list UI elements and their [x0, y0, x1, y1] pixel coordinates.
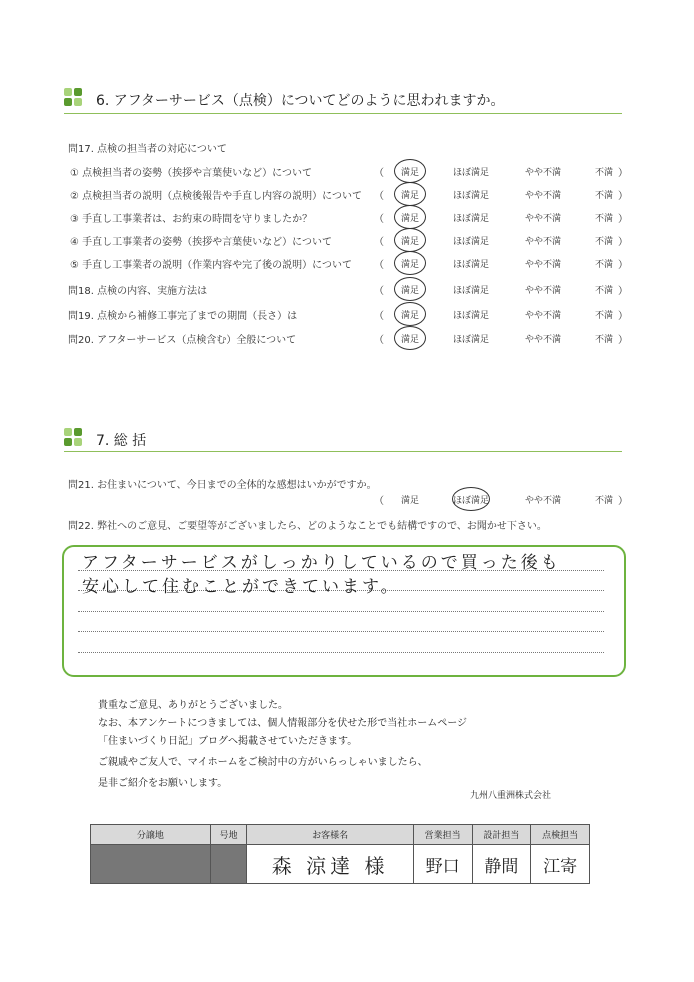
q17-item-5-option-0[interactable]: 満足	[400, 260, 419, 270]
q17-item-4-paren-close: ）	[618, 237, 628, 248]
q17-item-4-option-2[interactable]: やや不満	[524, 237, 561, 247]
q21-paren-close: ）	[618, 496, 628, 507]
q21-option-3[interactable]: 不満	[594, 496, 613, 506]
q17-title: 問17. 点検の担当者の対応について	[68, 144, 227, 155]
q20-option-0[interactable]: 満足	[400, 335, 419, 345]
q18-option-2[interactable]: やや不満	[524, 286, 561, 296]
q17-item-3-paren-close: ）	[618, 214, 628, 225]
q18-paren-close: ）	[618, 286, 628, 297]
q19-option-3[interactable]: 不満	[594, 311, 613, 321]
q17-item-1-selected-circle	[394, 159, 426, 183]
q17-item-3-option-3[interactable]: 不満	[594, 214, 613, 224]
q18-paren-open: （	[374, 286, 384, 297]
q18-label: 問18. 点検の内容、実施方法は	[68, 286, 208, 297]
q17-item-1-option-1[interactable]: ほぼ満足	[452, 168, 489, 178]
q17-item-1-option-3[interactable]: 不満	[594, 168, 613, 178]
q17-item-5-selected-circle	[394, 251, 426, 275]
q19-selected-circle	[394, 302, 426, 326]
q17-item-1-option-2[interactable]: やや不満	[524, 168, 561, 178]
header-inspection: 点検担当	[531, 825, 590, 845]
q18-option-0[interactable]: 満足	[400, 286, 419, 296]
q20-paren-open: （	[374, 335, 384, 346]
q17-item-2-selected-circle	[394, 182, 426, 206]
clover-icon	[64, 88, 84, 108]
section7-title: 7. 総 括	[96, 433, 147, 449]
header-lot-number: 号地	[210, 825, 247, 845]
customer-info-table	[90, 824, 590, 884]
q17-item-2-option-2[interactable]: やや不満	[524, 191, 561, 201]
q17-item-1-option-0[interactable]: 満足	[400, 168, 419, 178]
q17-item-3-label: ③ 手直し工事業者は、お約束の時間を守りましたか？	[70, 214, 313, 225]
q21-paren-open: （	[374, 496, 384, 507]
q17-item-2-paren-open: （	[374, 191, 384, 202]
design-staff: 静間	[472, 845, 531, 884]
q17-item-2-label: ② 点検担当者の説明（点検後報告や手直し内容の説明）について	[70, 191, 362, 202]
company-name: 九州八重洲株式会社	[470, 791, 552, 801]
q17-item-5-paren-open: （	[374, 260, 384, 271]
header-design: 設計担当	[472, 825, 531, 845]
q17-item-4-option-1[interactable]: ほぼ満足	[452, 237, 489, 247]
q17-item-5-option-1[interactable]: ほぼ満足	[452, 260, 489, 270]
q17-item-4-option-3[interactable]: 不満	[594, 237, 613, 247]
q19-paren-open: （	[374, 311, 384, 322]
q17-item-2-option-0[interactable]: 満足	[400, 191, 419, 201]
sales-staff: 野口	[413, 845, 472, 884]
closing-line4: ご親戚やご友人で、マイホームをご検討中の方がいらっしゃいましたら、	[98, 757, 428, 768]
q21-option-1[interactable]: ほぼ満足	[452, 496, 489, 506]
q18-selected-circle	[394, 277, 426, 301]
closing-line3: 「住まいづくり日記」ブログへ掲載させていただきます。	[98, 736, 358, 747]
q17-item-4-paren-open: （	[374, 237, 384, 248]
q21-option-2[interactable]: やや不満	[524, 496, 561, 506]
q17-item-4-option-0[interactable]: 満足	[400, 237, 419, 247]
q17-item-1-paren-close: ）	[618, 168, 628, 179]
q21-selected-circle	[452, 487, 490, 511]
q22-label: 問22. 弊社へのご意見、ご要望等がございましたら、どのようなことでも結構ですので、お聞かせ下さい。	[68, 521, 547, 532]
customer-name: 森 涼達 様	[247, 845, 413, 884]
q20-option-3[interactable]: 不満	[594, 335, 613, 345]
q17-item-1-paren-open: （	[374, 168, 384, 179]
q20-option-2[interactable]: やや不満	[524, 335, 561, 345]
q20-paren-close: ）	[618, 335, 628, 346]
closing-line2: なお、本アンケートにつきましては、個人情報部分を伏せた形で当社ホームページ	[98, 718, 467, 729]
q17-item-5-label: ⑤ 手直し工事業者の説明（作業内容や完了後の説明）について	[70, 260, 352, 271]
masked-lot-number	[210, 845, 247, 884]
q17-item-5-option-2[interactable]: やや不満	[524, 260, 561, 270]
q19-option-2[interactable]: やや不満	[524, 311, 561, 321]
comment-text-line1: アフターサービスがしっかりしているので買った後も	[82, 553, 561, 573]
section7-divider	[64, 451, 622, 452]
q21-label: 問21. お住まいについて、今日までの全体的な感想はいかがですか。	[68, 480, 377, 491]
comment-line	[78, 652, 604, 653]
header-sales: 営業担当	[413, 825, 472, 845]
q17-item-4-label: ④ 手直し工事業者の姿勢（挨拶や言葉使いなど）について	[70, 237, 332, 248]
q17-item-2-paren-close: ）	[618, 191, 628, 202]
q17-item-5-option-3[interactable]: 不満	[594, 260, 613, 270]
q20-label: 問20. アフターサービス（点検含む）全般について	[68, 335, 297, 346]
q17-item-3-option-2[interactable]: やや不満	[524, 214, 561, 224]
q17-item-2-option-3[interactable]: 不満	[594, 191, 613, 201]
masked-lot-area	[91, 845, 211, 884]
comment-text-line2: 安心して住むことができています。	[82, 577, 401, 597]
comment-line	[78, 631, 604, 632]
inspection-staff: 江寄	[531, 845, 590, 884]
q19-option-0[interactable]: 満足	[400, 311, 419, 321]
q20-selected-circle	[394, 326, 426, 350]
q19-option-1[interactable]: ほぼ満足	[452, 311, 489, 321]
header-lot-area: 分譲地	[91, 825, 211, 845]
q17-item-3-option-0[interactable]: 満足	[400, 214, 419, 224]
q17-item-3-paren-open: （	[374, 214, 384, 225]
q17-item-2-option-1[interactable]: ほぼ満足	[452, 191, 489, 201]
section6-divider	[64, 113, 622, 114]
q21-option-0[interactable]: 満足	[400, 496, 419, 506]
closing-line1: 貴重なご意見、ありがとうございました。	[98, 700, 288, 711]
header-customer-name: お客様名	[247, 825, 413, 845]
section6-title: 6. アフターサービス（点検）についてどのように思われますか。	[96, 93, 505, 109]
q19-label: 問19. 点検から補修工事完了までの期間（長さ）は	[68, 311, 298, 322]
clover-icon	[64, 428, 84, 448]
q17-item-1-label: ① 点検担当者の姿勢（挨拶や言葉使いなど）について	[70, 168, 312, 179]
q17-item-4-selected-circle	[394, 228, 426, 252]
q18-option-1[interactable]: ほぼ満足	[452, 286, 489, 296]
closing-line5: 是非ご紹介をお願いします。	[98, 778, 228, 789]
q20-option-1[interactable]: ほぼ満足	[452, 335, 489, 345]
q18-option-3[interactable]: 不満	[594, 286, 613, 296]
comment-line	[78, 611, 604, 612]
q17-item-3-selected-circle	[394, 205, 426, 229]
q17-item-3-option-1[interactable]: ほぼ満足	[452, 214, 489, 224]
q19-paren-close: ）	[618, 311, 628, 322]
q17-item-5-paren-close: ）	[618, 260, 628, 271]
